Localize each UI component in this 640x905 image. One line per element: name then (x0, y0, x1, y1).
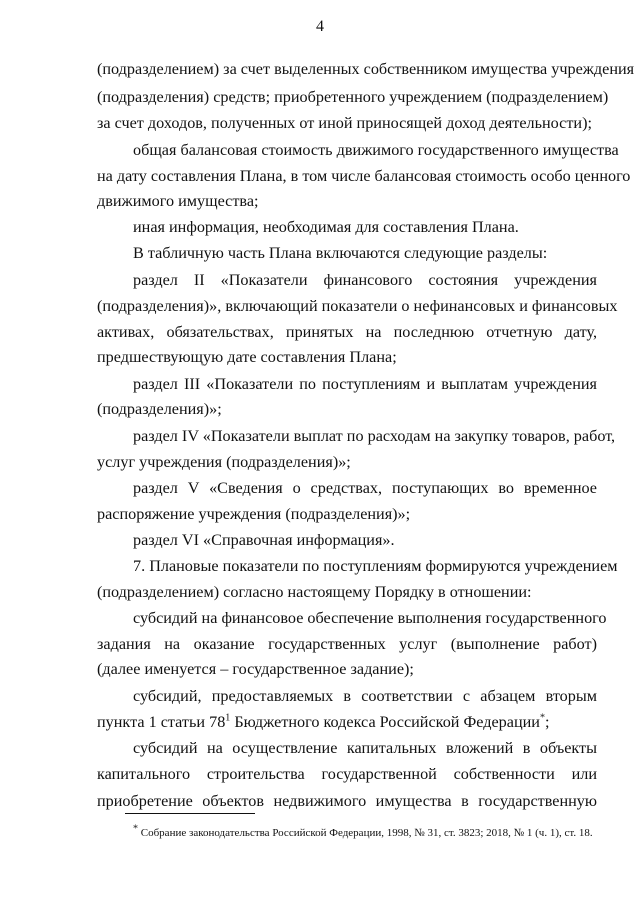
text-line: приобретение объектов недвижимого имущества в государственную (97, 792, 597, 810)
footnote-divider (125, 813, 255, 814)
footnote-text: Собрание законодательства Российской Федерации, 1998, № 31, ст. 3823; 2018, № 1 (ч. 1), ст. 18. (138, 827, 593, 839)
text-line: субсидий на финансовое обеспечение выполнения государственного (133, 609, 607, 627)
text-line: раздел V «Сведения о средствах, поступающих во временное (133, 479, 597, 497)
text-line: распоряжение учреждения (подразделения)»; (97, 505, 411, 523)
text-line: общая балансовая стоимость движимого государственного имущества (133, 141, 619, 159)
footnote-marker: * (133, 823, 138, 835)
text-line: (подразделения)», включающий показатели о нефинансовых и финансовых (97, 297, 618, 315)
text-line: раздел IV «Показатели выплат по расходам на закупку товаров, работ, (133, 427, 616, 445)
footnote (133, 823, 593, 840)
footnote-marker: * (539, 712, 545, 724)
text-line: активах, обязательствах, принятых на последнюю отчетную дату, (97, 323, 597, 341)
superscript: 1 (225, 712, 231, 724)
text-line: раздел II «Показатели финансового состояния учреждения (133, 271, 597, 289)
text-span: Бюджетного кодекса Российской Федерации (230, 713, 540, 731)
text-line: (подразделением) за счет выделенных собственником имущества учреждения (97, 60, 635, 78)
text-line: предшествующую дате составления Плана; (97, 348, 397, 366)
text-line: субсидий, предоставляемых в соответствии с абзацем вторым (133, 687, 597, 705)
text-line (97, 712, 597, 732)
text-line: задания на оказание государственных услуг (выполнение работ) (97, 635, 597, 653)
text-line: за счет доходов, полученных от иной приносящей доход деятельности); (97, 114, 592, 132)
text-span: пункта 1 статьи 78 (97, 713, 226, 731)
text-line: раздел VI «Справочная информация». (133, 531, 395, 549)
text-line: движимого имущества; (97, 192, 259, 210)
text-line: (подразделения) средств; приобретенного учреждением (подразделением) (97, 88, 609, 106)
text-line: (подразделением) согласно настоящему Порядку в отношении: (97, 583, 532, 601)
text-line: 7. Плановые показатели по поступлениям формируются учреждением (133, 557, 618, 575)
page-number: 4 (316, 18, 324, 35)
text-line: услуг учреждения (подразделения)»; (97, 453, 351, 471)
text-line: В табличную часть Плана включаются следующие разделы: (133, 244, 548, 262)
text-line: раздел III «Показатели по поступлениям и выплатам учреждения (133, 375, 597, 393)
text-line: (далее именуется – государственное задание); (97, 660, 414, 678)
text-line: субсидий на осуществление капитальных вложений в объекты (133, 739, 597, 757)
text-span: ; (544, 713, 550, 731)
text-line: на дату составления Плана, в том числе балансовая стоимость особо ценного (97, 167, 631, 185)
text-line: иная информация, необходимая для составления Плана. (133, 218, 519, 236)
text-line: (подразделения)»; (97, 400, 222, 418)
text-line: капитального строительства государственной собственности или (97, 765, 597, 783)
